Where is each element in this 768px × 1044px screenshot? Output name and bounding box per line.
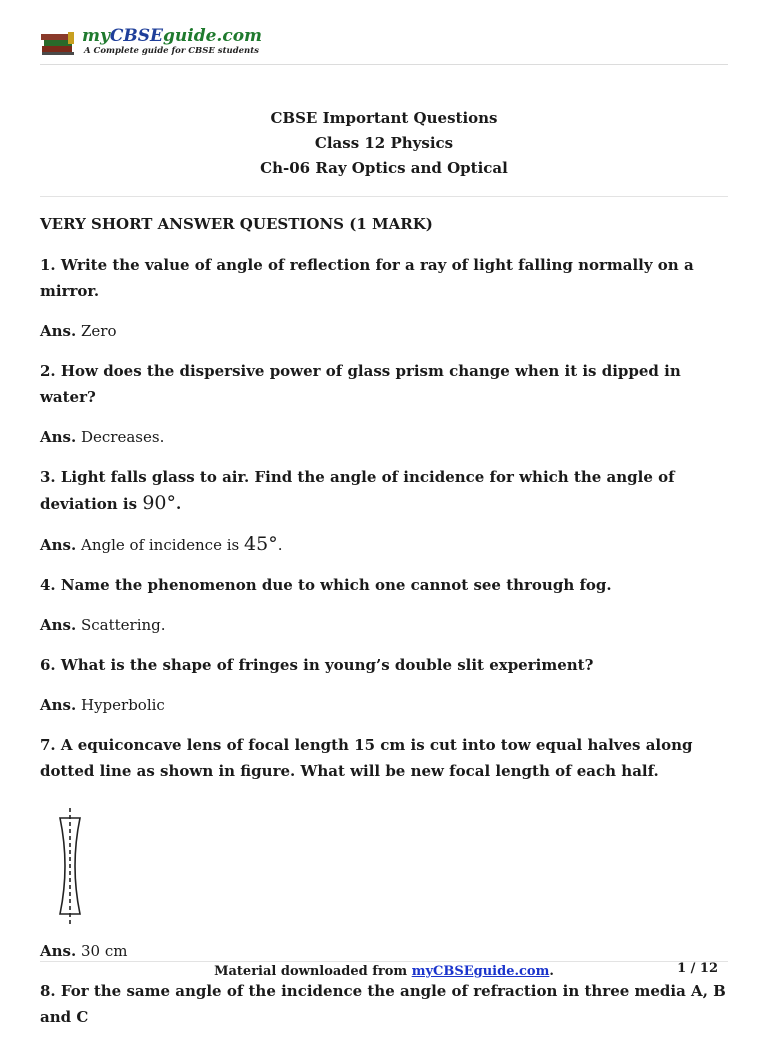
math-angle: 45° [244,533,278,555]
question-text: 3. Light falls glass to air. Find the angle of incidence for which the angle of deviation is [40,468,675,513]
concave-lens-figure [48,808,88,924]
answer-6 [40,692,730,718]
answer-4 [40,612,730,638]
answer-text: Decreases. [81,428,165,446]
document-title [0,106,768,181]
page-footer: Material downloaded from myCBSEguide.com. [214,964,554,979]
books-logo-icon [40,30,80,56]
logo-brand: myCBSEguide.com [82,26,263,46]
answer-text: 30 cm [81,942,128,960]
page-number: 1 / 12 [677,961,718,976]
answer-text: Scattering. [81,616,166,634]
footer-divider [40,961,728,962]
question-3: 3. Light falls glass to air. Find the angle of incidence for which the angle of deviation is 90°. [40,468,675,514]
mycbseguide-logo[interactable] [40,26,263,60]
question-6: 6. What is the shape of fringes in young’s double slit experiment? [40,656,594,674]
answer-text: Hyperbolic [81,696,165,714]
math-angle: 90° [142,492,176,514]
title-divider [40,196,728,197]
document-body [40,212,730,1044]
page-header [40,24,728,65]
answer-3: Ans. Angle of incidence is 45°. [40,533,283,555]
logo-tagline: A Complete guide for CBSE students [84,46,259,56]
answer-label: Ans. [40,322,77,340]
answer-label: Ans. [40,428,77,446]
section-heading: VERY SHORT ANSWER QUESTIONS (1 MARK) [40,215,433,233]
answer-label: Ans. [40,536,77,554]
question-2: 2. How does the dispersive power of glass prism change when it is dipped in water? [40,362,681,406]
footer-text: Material downloaded from [214,964,408,979]
answer-label: Ans. [40,616,77,634]
answer-text: Zero [81,322,117,340]
question-1: 1. Write the value of angle of reflection for a ray of light falling normally on a mirror. [40,256,694,300]
answer-2 [40,424,730,450]
title-line-2: Class 12 Physics [314,134,454,152]
question-4: 4. Name the phenomenon due to which one cannot see through fog. [40,576,612,594]
footer-site-link[interactable]: myCBSEguide.com [411,964,550,979]
answer-text: Angle of incidence is [81,536,240,554]
question-7: 7. A equiconcave lens of focal length 15 cm is cut into tow equal halves along dotted line as shown in figure. What will be new focal length of each half. [40,736,693,780]
title-line-3: Ch-06 Ray Optics and Optical [260,159,508,177]
title-line-1: CBSE Important Questions [270,109,498,127]
answer-1 [40,318,730,344]
question-8: 8. For the same angle of the incidence the angle of refraction in three media A, B and C [40,982,726,1026]
answer-label: Ans. [40,696,77,714]
answer-label: Ans. [40,942,77,960]
